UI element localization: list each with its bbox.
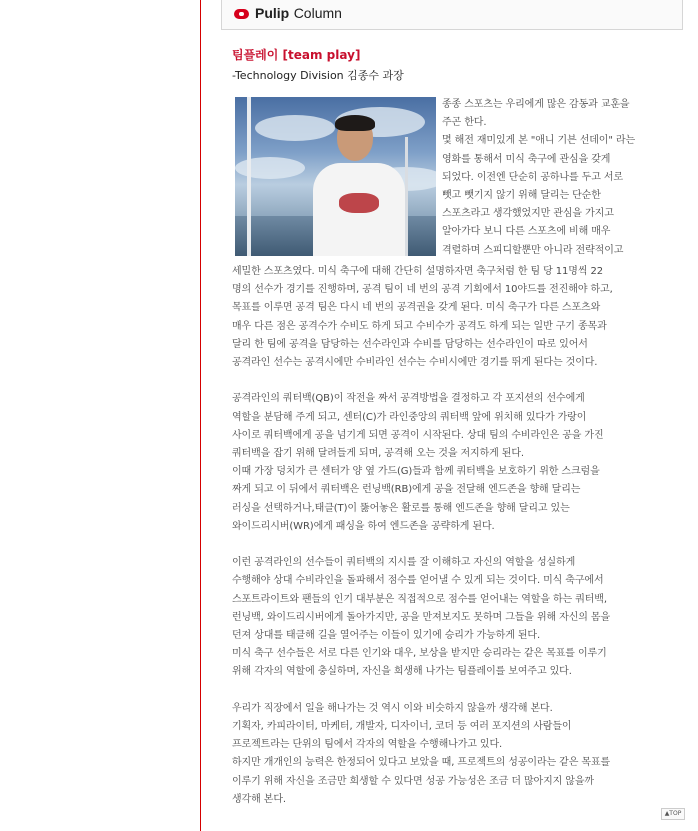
article-line: 미식 축구 선수들은 서로 다른 인기와 대우, 보상을 받지만 승리라는 같은 목표를 이루기 [232,648,607,660]
article-line: 짜게 되고 이 뒤에서 쿼터백은 런닝백(RB)에게 공을 전달해 엔드존을 향해 달리는 [232,484,581,496]
section-name: Column [293,5,342,21]
article-line: 쿼터백을 잡기 위해 달려들게 되며, 공격해 오는 것을 저지하게 된다. [232,448,524,459]
article-line: 되었다. 이전엔 단순히 공하나를 두고 서로 [442,171,623,183]
article-line: 와이드리시버(WR)에게 패싱을 하여 엔드존을 공략하게 된다. [232,520,495,532]
article-line: 명의 선수가 경기를 진행하며, 공격 팀이 네 번의 공격 기회에서 10야드를 전진해야 하고, [232,284,613,296]
article-line: 사이로 쿼터백에게 공을 넘기게 되면 공격이 시작된다. 상대 팀의 수비라인은 공을 가진 [232,429,604,441]
article-line: 이루기 위해 자신을 조금만 희생할 수 있다면 성공 가능성은 조금 더 많아지지 않을까 [232,775,594,787]
article-line: 위해 각자의 역할에 충실하며, 자신을 희생해 나가는 팀플레이를 보여주고 있다. [232,666,572,678]
article-title: 팀플레이 [team play] [232,48,361,62]
article-line: 기획자, 카피라이터, 마케터, 개발자, 디자이너, 코더 등 여러 포지션의 사람들이 [232,721,572,732]
article-line: 달리 한 팀에 공격을 담당하는 선수라인과 수비를 담당하는 선수라인이 따로 있어서 [232,338,588,350]
article-line: 하지만 개개인의 능력은 한정되어 있다고 보았을 때, 프로젝트의 성공이라는 같은 목표를 [232,757,611,769]
article-line: 스포츠라고 생각했었지만 관심을 가지고 [442,208,614,220]
article-author: -Technology Division 김종수 과장 [232,69,404,82]
article-line: 프로젝트라는 단위의 팀에서 각자의 역할을 수행해나가고 있다. [232,739,503,751]
pulip-logo-icon [234,9,249,19]
article-line: 이런 공격라인의 선수들이 쿼터백의 지시를 잘 이해하고 자신의 역할을 성실하게 [232,557,576,569]
article-line: 던져 상대를 태클해 길을 열어주는 이들이 있기에 승리가 가능하게 된다. [232,630,541,641]
column-title [255,5,342,22]
left-divider [200,0,201,831]
article-line: 몇 해전 재미있게 본 "애니 기븐 선데이" 라는 [442,135,636,147]
article-line: 런닝백, 와이드리시버에게 돌아가지만, 공을 만져보지도 못하며 그들을 위해 자신의 몸을 [232,611,611,623]
article-line: 세밀한 스포츠였다. 미식 축구에 대해 간단히 설명하자면 축구처럼 한 팀 당 11명씩 22 [232,266,603,277]
article-line: 격렬하며 스피디할뿐만 아니라 전략적이고 [442,244,624,256]
article-line: 매우 다른 점은 공격수가 수비도 하게 되고 수비수가 공격도 하게 되는 일반 구기 종목과 [232,320,607,332]
article-line: 주곤 한다. [442,117,487,129]
column-header [221,0,683,30]
article-line: 알아가다 보니 다른 스포츠에 비해 매우 [442,226,611,238]
article-line: 목표를 이루면 공격 팀은 다시 네 번의 공격권을 갖게 된다. 미식 축구가 다른 스포츠와 [232,302,601,314]
article-line: 영화를 통해서 미식 축구에 관심을 갖게 [442,153,611,165]
article-line: 공격라인의 쿼터백(QB)이 작전을 짜서 공격방법을 결정하고 각 포지션의 선수에게 [232,393,585,405]
article-line: 수행해야 상대 수비라인을 돌파해서 점수를 얻어낼 수 있게 되는 것이다. 미식 축구에서 [232,575,604,587]
article-line: 우리가 직장에서 일을 해나가는 것 역시 이와 비슷하지 않을까 생각해 본다. [232,702,553,714]
brand-name: Pulip [255,5,290,21]
back-to-top-button[interactable]: ▲TOP [661,808,685,820]
article-line: 뺏고 뺏기지 않기 위해 달리는 단순한 [442,190,601,201]
article-line: 공격라인 선수는 공격시에만 수비라인 선수는 수비시에만 경기를 뛰게 된다는 것이다. [232,357,598,368]
article-line: 이때 가장 덩치가 큰 센터가 양 옆 가드(G)들과 함께 쿼터백을 보호하기 위한 스크럼을 [232,466,600,478]
article-line: 역할을 분담해 주게 되고, 센터(C)가 라인중앙의 쿼터백 앞에 위치해 있다가 가랑이 [232,411,587,423]
author-photo [235,97,436,256]
article-line: 러싱을 선택하거나,태클(T)이 뚫어놓은 활로를 통해 엔드존을 향해 달리고 있는 [232,502,570,514]
article-line: 종종 스포츠는 우리에게 많은 감동과 교훈을 [442,99,630,110]
article-line: 스포트라이트와 팬들의 인기 대부분은 직접적으로 점수를 얻어내는 역할을 하는 쿼터백, [232,593,607,605]
article-line: 생각해 본다. [232,793,286,805]
